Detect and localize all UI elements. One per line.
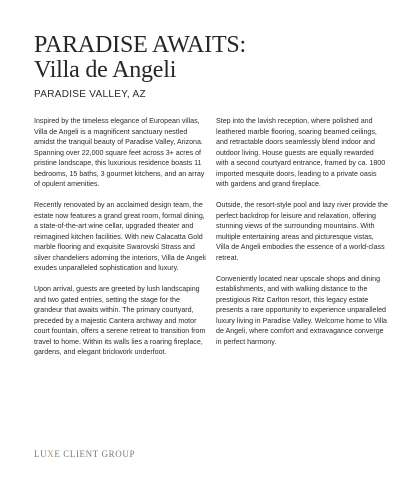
paragraph: Outside, the resort-style pool and lazy river provide the perfect backdrop for leisure and relaxation, offering stunning views of the surrounding mountains. With multiple entertaining areas and picturesque vistas, Villa de Angeli embodies the essence of a world-class retreat. [216,201,388,262]
paragraph: Upon arrival, guests are greeted by lush landscaping and two gated entries, setting the stage for the grandeur that awaits within. The primary courtyard, preceded by a majestic Cantera archway and motor court fountain, offers a serene retreat to transition from travel to home. Within its walls lies a roaring fireplace, gardens, and elegant brickwork underfoot. [34,285,206,356]
location-subtitle: PARADISE VALLEY, AZ [34,89,146,100]
left-column [34,116,206,368]
logo-accent-letter: X [47,449,55,459]
paragraph: Conveniently located near upscale shops and dining establishments, and with walking distance to the prestigious Ritz Carlton resort, this legacy estate presents a rare opportunity to experience unparalleled luxury living in Paradise Valley. Welcome home to Villa de Angeli, where comfort and extravagance converge in perfect harmony. [216,274,387,346]
title-line-1: PARADISE AWAITS: [34,32,247,58]
paragraph: Recently renovated by an acclaimed design team, the estate now features a grand great room, formal dining, a state-of-the-art wine cellar, upgraded theater and reimagined kitchen facilities. With new Calacatta Gold marble flooring and exquisite Swarovski Strass and silver chandeliers adorning the interiors, Villa de Angeli exudes unparalleled sophistication and luxury. [34,201,206,272]
logo-text-1: LU [34,449,48,459]
title-line-2: Villa de Angeli [34,57,177,83]
right-column [216,116,388,358]
logo-text-2: E CLIENT GROUP [54,449,136,459]
brand-logo [34,449,135,459]
paragraph: Step into the lavish reception, where polished and leathered marble flooring, soaring beamed ceilings, and retractable doors seamlessly blend indoor and outdoor living. House guests are equally rewarded with a second courtyard entrance, framed by ca. 1800 imported mesquite doors, leading to a private oasis with gardens and grand fireplace. [216,117,386,188]
page-title [34,33,246,83]
paragraph: Inspired by the timeless elegance of European villas, Villa de Angeli is a magnificent sanctuary nestled amidst the tranquil beauty of Paradise Valley, Arizona. Spanning over 22,000 square feet across 3+ acres of pristine landscape, this luxurious residence boasts 11 bedrooms, 15 baths, 3 gourmet kitchens, and an array of opulent amenities. [34,117,205,188]
